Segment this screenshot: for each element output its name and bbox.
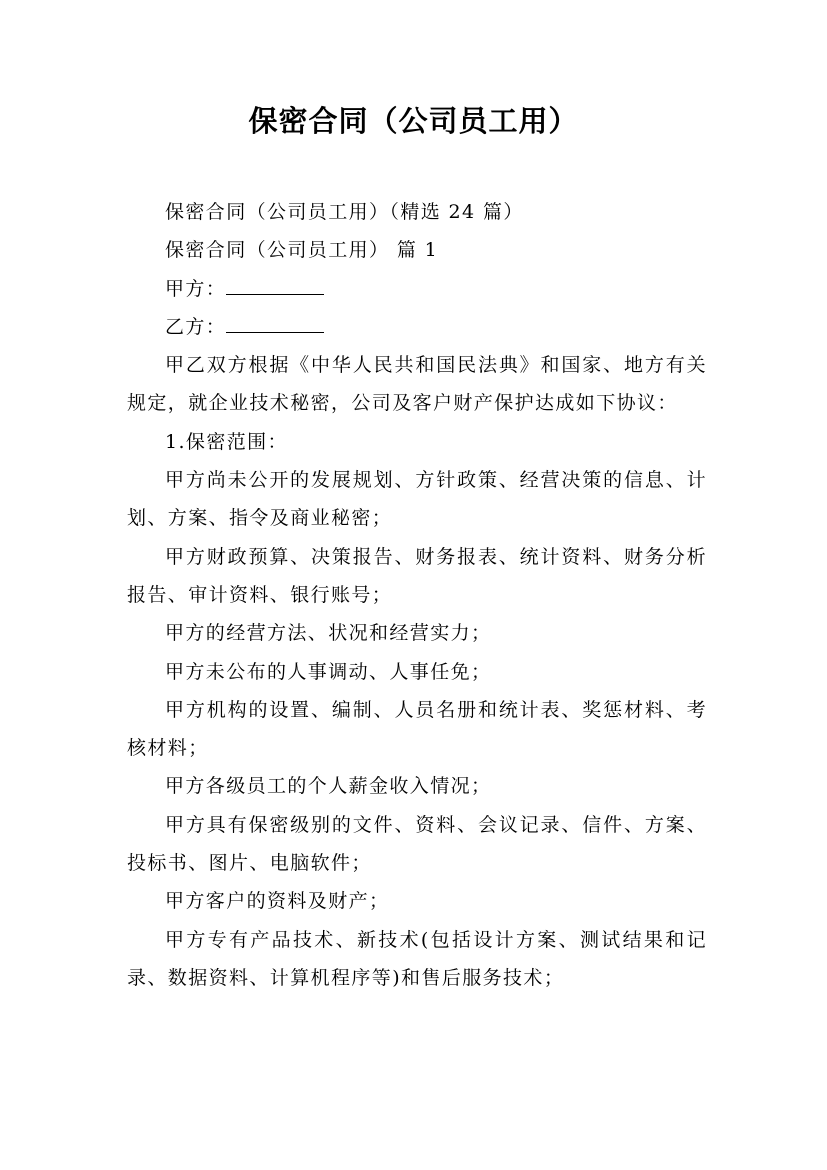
scope-item: 甲方尚未公开的发展规划、方针政策、经营决策的信息、计划、方案、指令及商业秘密；: [127, 469, 707, 530]
scope-item: 甲方财政预算、决策报告、财务报表、统计资料、财务分析报告、审计资料、银行账号；: [127, 545, 707, 606]
scope-item: 甲方客户的资料及财产；: [165, 890, 390, 913]
clause-heading: 1.保密范围：: [165, 430, 288, 453]
subtitle-collection: 保密合同（公司员工用）（精选 24 篇）: [165, 201, 524, 223]
scope-item: 甲方具有保密级别的文件、资料、会议记录、信件、方案、投标书、图片、电脑软件；: [127, 813, 707, 875]
document-title: 保密合同（公司员工用）: [248, 104, 579, 138]
section-heading: 保密合同（公司员工用） 篇 1: [165, 239, 439, 262]
party-a-line: [127, 270, 707, 308]
scope-item: 甲方机构的设置、编制、人员名册和统计表、奖惩材料、考核材料；: [127, 698, 707, 760]
scope-item: 甲方的经营方法、状况和经营实力；: [165, 622, 492, 645]
party-b-label: 乙方：: [165, 315, 227, 338]
scope-item: 甲方各级员工的个人薪金收入情况；: [165, 775, 492, 798]
party-a-blank: [226, 270, 324, 295]
party-b-blank: [226, 308, 324, 333]
scope-item: 甲方专有产品技术、新技术(包括设计方案、测试结果和记录、数据资料、计算机程序等)和售后服务技术；: [127, 928, 707, 989]
party-a-label: 甲方：: [165, 277, 227, 300]
party-b-line: [127, 308, 707, 346]
document-body: [127, 193, 707, 997]
scope-item: 甲方未公布的人事调动、人事任免；: [165, 660, 492, 683]
preamble-paragraph: 甲乙双方根据《中华人民共和国民法典》和国家、地方有关规定，就企业技术秘密，公司及客户财产保护达成如下协议：: [127, 354, 707, 415]
